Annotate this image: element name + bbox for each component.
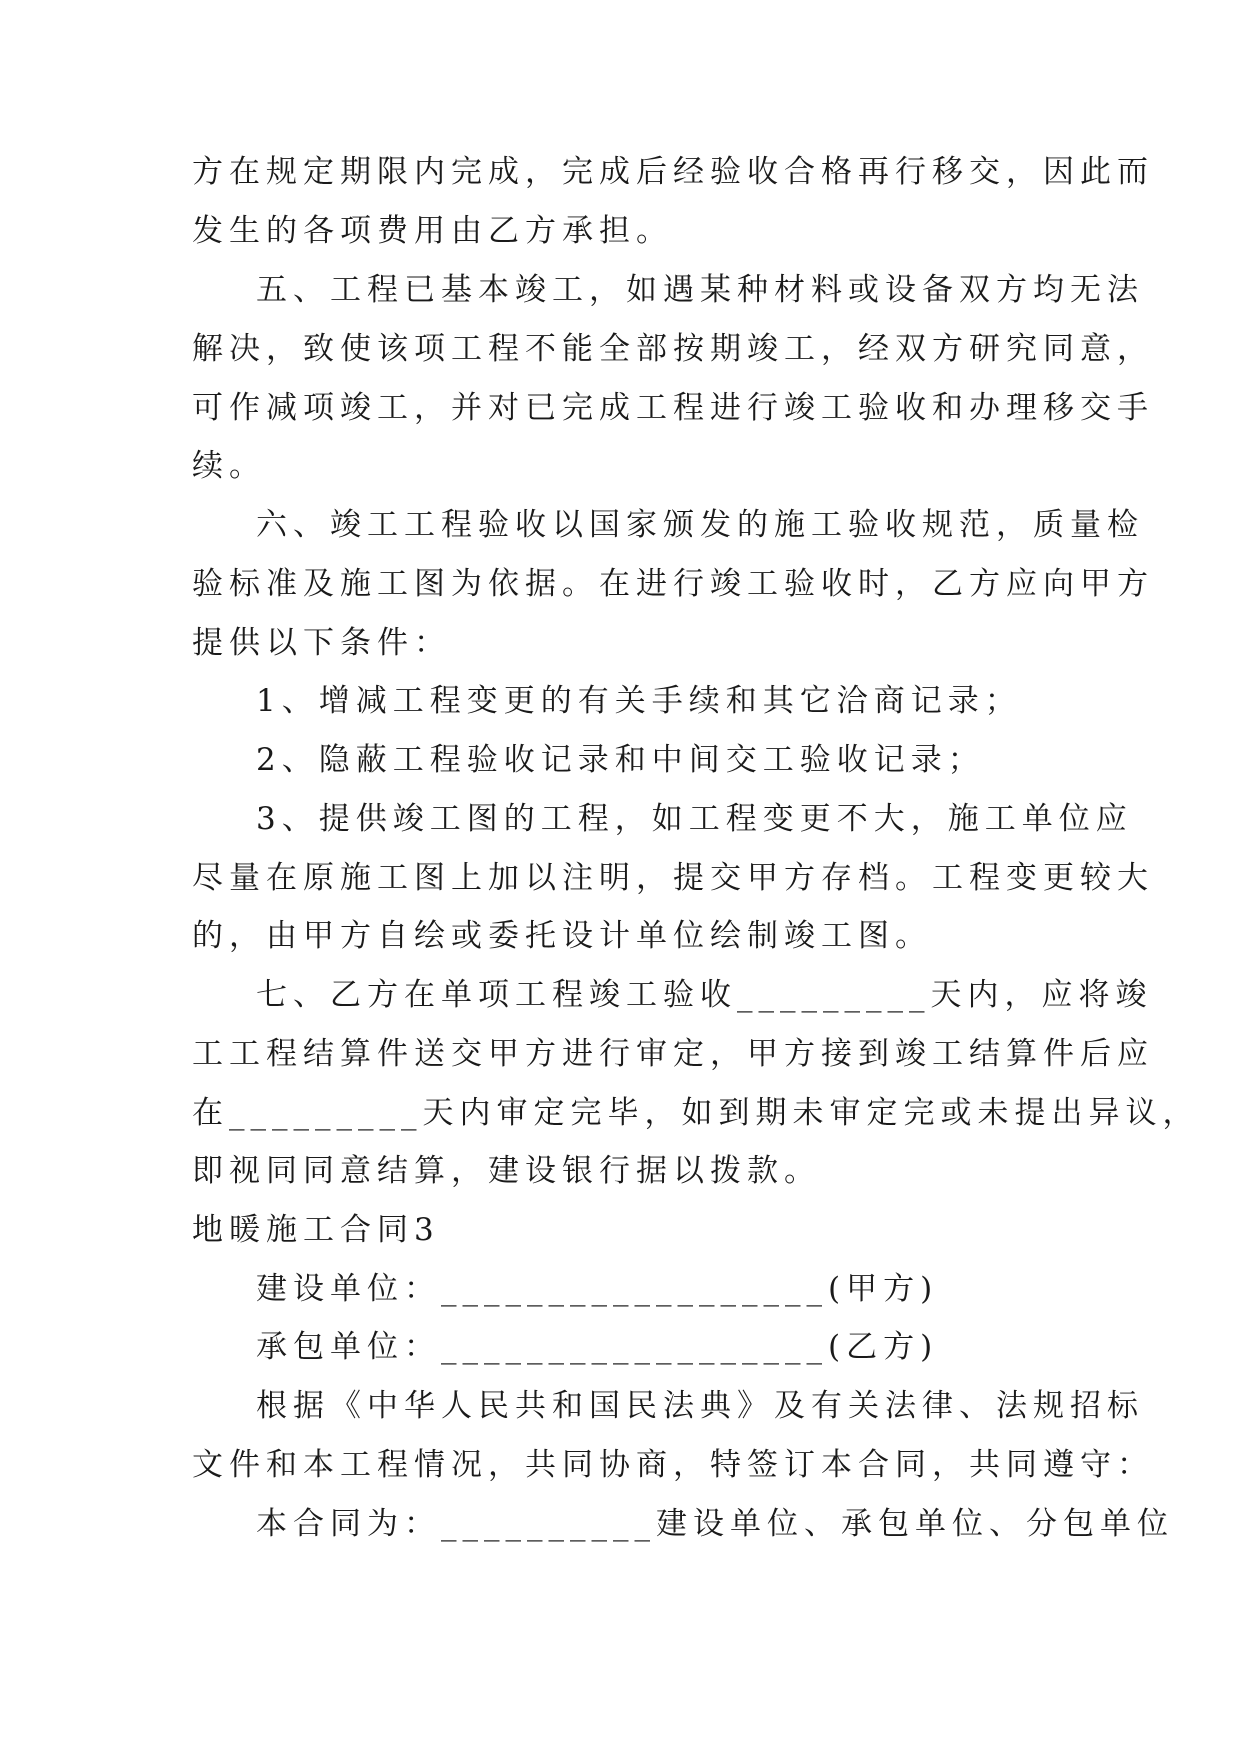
paragraph-line: 解决，致使该项工程不能全部按期竣工，经双方研究同意， [192,331,1154,367]
paragraph-line: 建设单位：__________________(甲方) [256,1271,939,1307]
paragraph-line: 尽量在原施工图上加以注明，提交甲方存档。工程变更较大 [192,860,1154,896]
paragraph-line: 六、竣工工程验收以国家颁发的施工验收规范，质量检 [256,507,1144,543]
paragraph-line: 文件和本工程情况，共同协商，特签订本合同，共同遵守： [192,1447,1154,1483]
paragraph-line: 验标准及施工图为依据。在进行竣工验收时，乙方应向甲方 [192,566,1154,602]
paragraph-line: 在_________天内审定完毕，如到期未审定完或未提出异议， [192,1095,1200,1131]
paragraph-line: 方在规定期限内完成，完成后经验收合格再行移交，因此而 [192,154,1154,190]
paragraph-line: 可作减项竣工，并对已完成工程进行竣工验收和办理移交手 [192,390,1154,426]
paragraph-line: 3、提供竣工图的工程，如工程变更不大，施工单位应 [256,801,1133,837]
paragraph-line: 即视同同意结算，建设银行据以拨款。 [192,1153,821,1189]
paragraph-line: 五、工程已基本竣工，如遇某种材料或设备双方均无法 [256,272,1144,308]
paragraph-line: 七、乙方在单项工程竣工验收_________天内，应将竣 [256,977,1153,1013]
paragraph-line: 提供以下条件： [192,625,451,661]
section-title: 地暖施工合同3 [192,1212,440,1248]
paragraph-line: 2、隐蔽工程验收记录和中间交工验收记录； [256,742,985,778]
paragraph-line: 承包单位：__________________(乙方) [256,1329,939,1365]
paragraph-line: 发生的各项费用由乙方承担。 [192,213,673,249]
paragraph-line: 续。 [192,448,266,484]
paragraph-line: 1、增减工程变更的有关手续和其它洽商记录； [256,683,1022,719]
paragraph-line: 的，由甲方自绘或委托设计单位绘制竣工图。 [192,918,932,954]
paragraph-line: 本合同为：__________建设单位、承包单位、分包单位 [256,1506,1174,1542]
paragraph-line: 根据《中华人民共和国民法典》及有关法律、法规招标 [256,1388,1144,1424]
paragraph-line: 工工程结算件送交甲方进行审定，甲方接到竣工结算件后应 [192,1036,1154,1072]
